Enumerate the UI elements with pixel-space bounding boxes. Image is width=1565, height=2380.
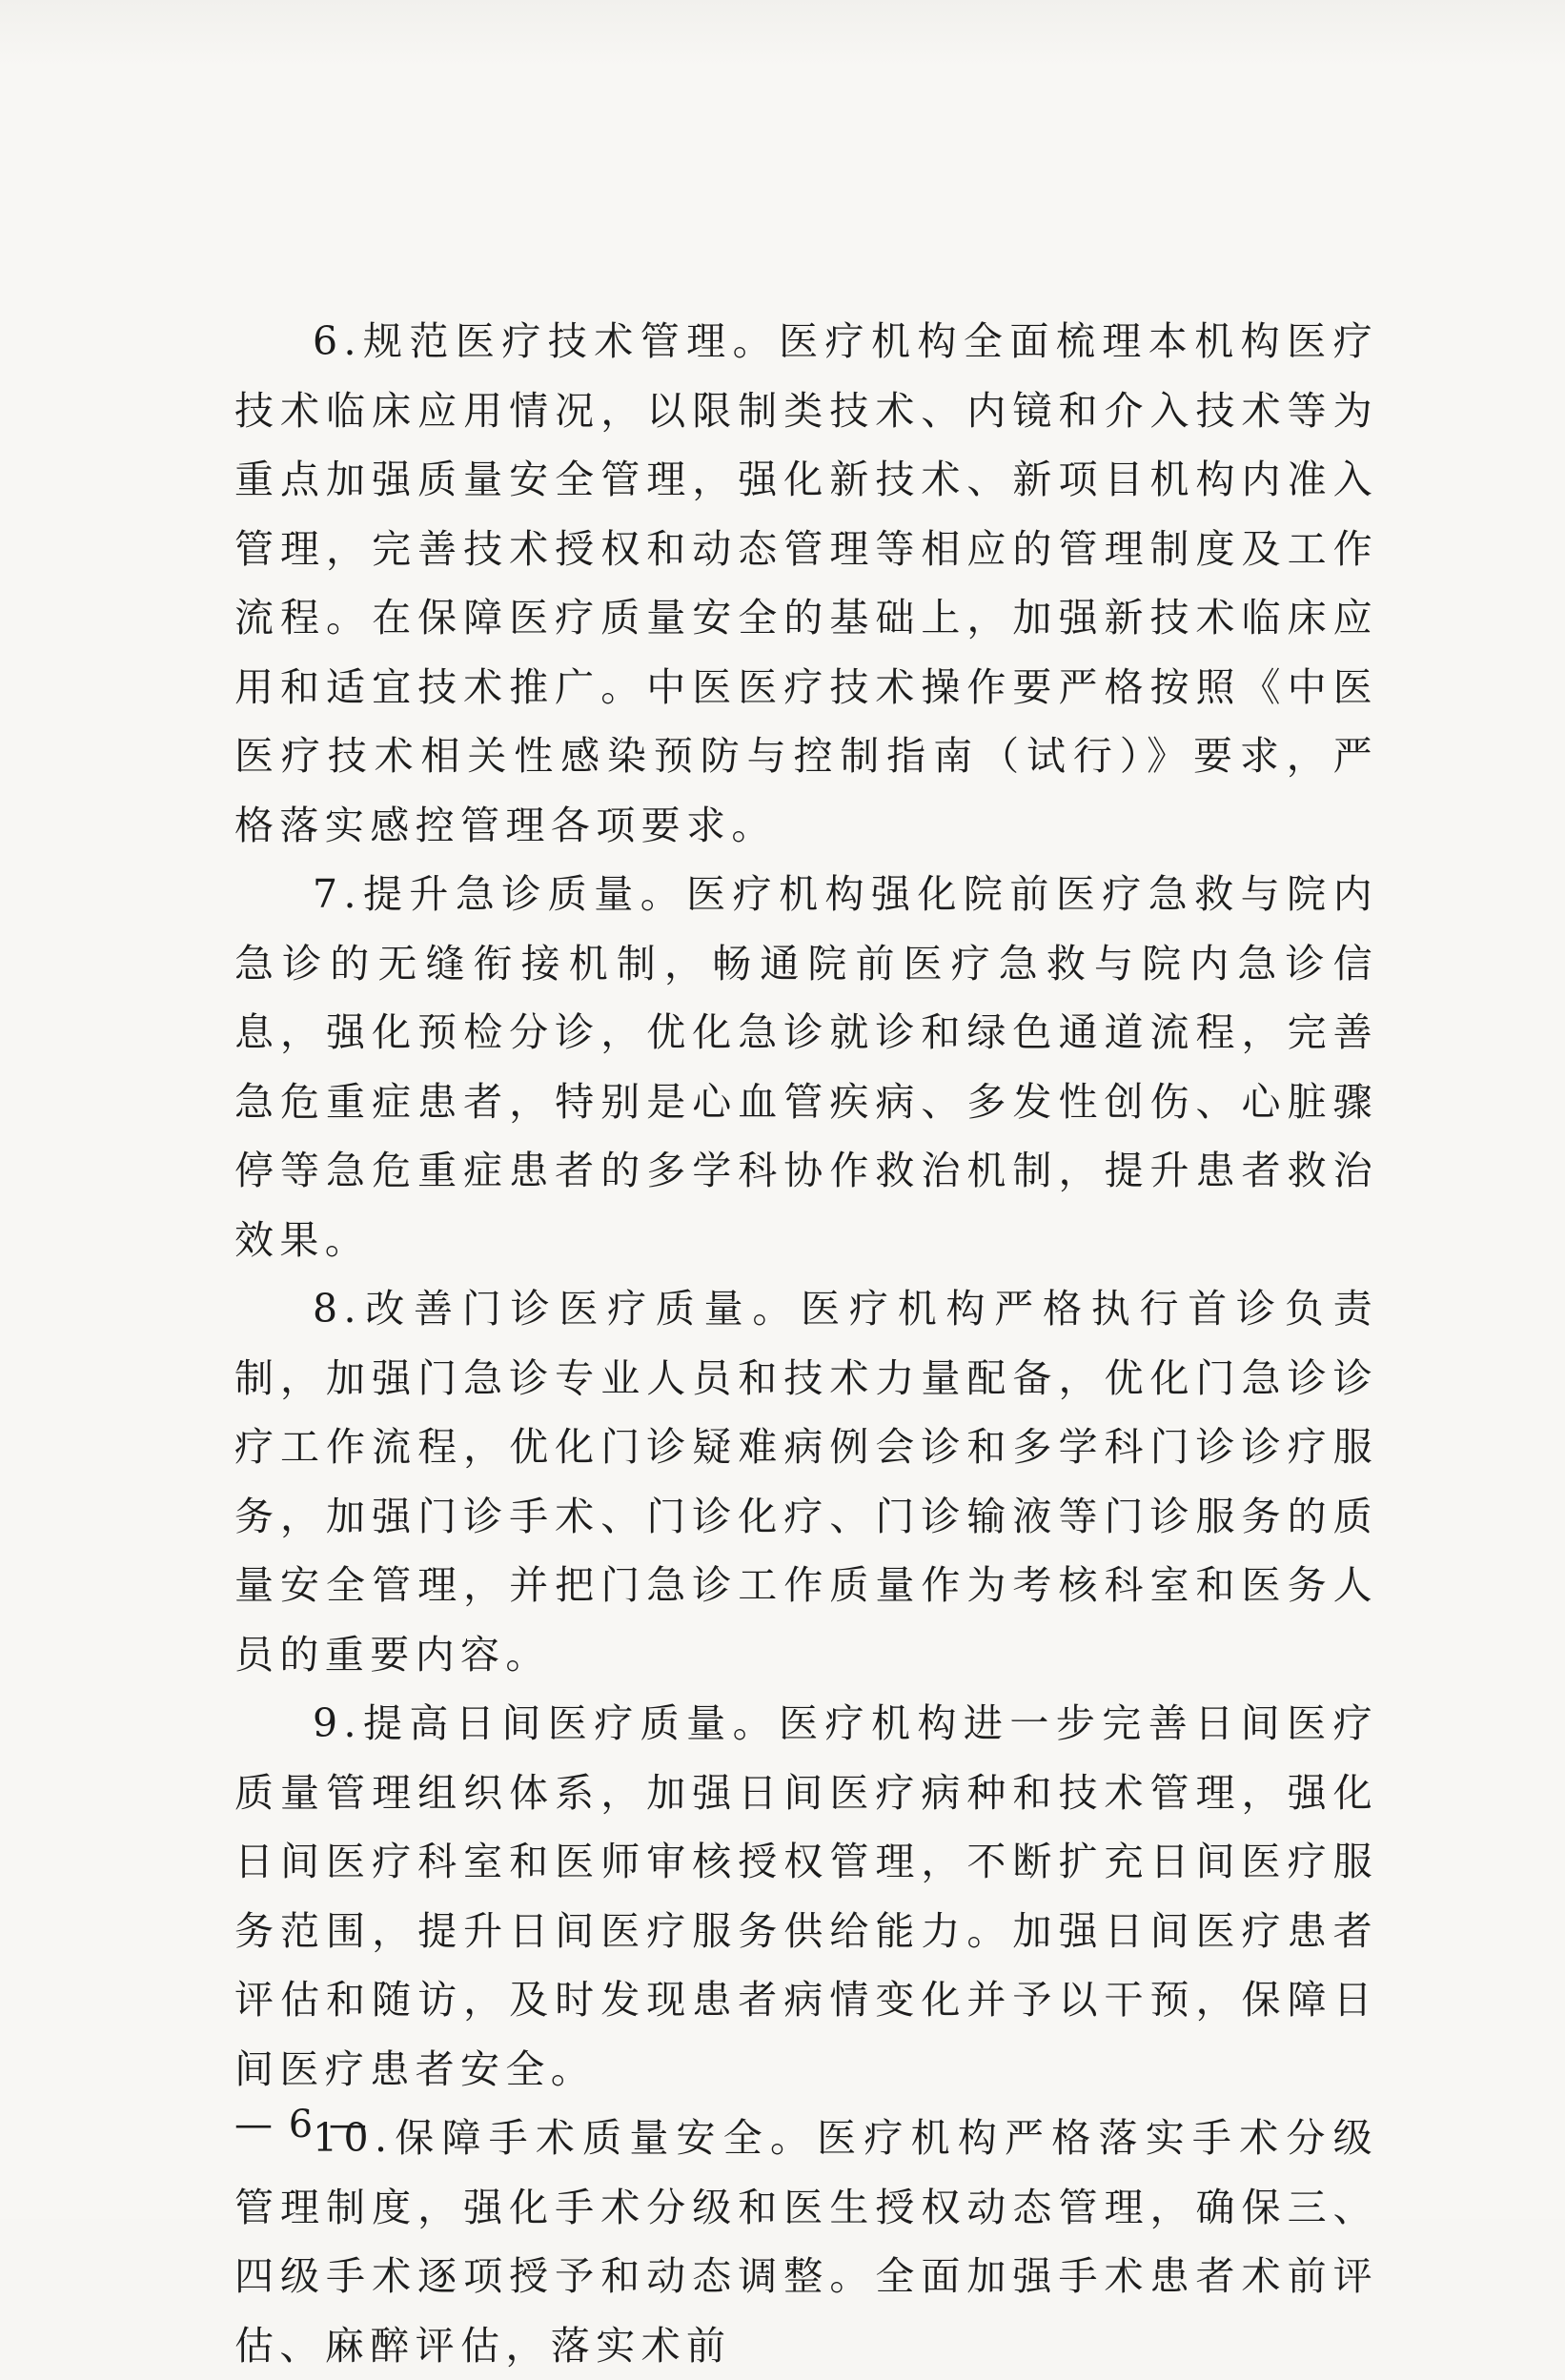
paragraph-6-medical-technology: 6.规范医疗技术管理。医疗机构全面梳理本机构医疗技术临床应用情况，以限制类技术、内镜和介入技术等为重点加强质量安全管理，强化新技术、新项目机构内准入管理，完善技术授权和动态管理等相应的管理制度及工作流程。在保障医疗质量安全的基础上，加强新技术临床应用和适宜技术推广。中医医疗技术操作要严格按照《中医医疗技术相关性感染预防与控制指南（试行）》要求，严格落实感控管理各项要求。 [234, 318, 1378, 848]
scan-edge-shading [0, 0, 1565, 67]
paragraph-10-surgery-safety: 10.保障手术质量安全。医疗机构严格落实手术分级管理制度，强化手术分级和医生授权动态管理，确保三、四级手术逐项授予和动态调整。全面加强手术患者术前评估、麻醉评估，落实术前 [234, 2115, 1378, 2369]
paragraph-7-emergency-quality: 7.提升急诊质量。医疗机构强化院前医疗急救与院内急诊的无缝衔接机制，畅通院前医疗急救与院内急诊信息，强化预检分诊，优化急诊就诊和绿色通道流程，完善急危重症患者，特别是心血管疾病、多发性创伤、心脏骤停等急危重症患者的多学科协作救治机制，提升患者救治效果。 [234, 871, 1378, 1263]
document-body [234, 307, 1378, 2380]
page-number: — 6 — [234, 2103, 369, 2146]
paragraph-9-day-care-quality: 9.提高日间医疗质量。医疗机构进一步完善日间医疗质量管理组织体系，加强日间医疗病种和技术管理，强化日间医疗科室和医师审核授权管理，不断扩充日间医疗服务范围，提升日间医疗服务供给能力。加强日间医疗患者评估和随访，及时发现患者病情变化并予以干预，保障日间医疗患者安全。 [234, 1700, 1378, 2092]
paragraph-8-outpatient-quality: 8.改善门诊医疗质量。医疗机构严格执行首诊负责制，加强门急诊专业人员和技术力量配备，优化门急诊诊疗工作流程，优化门诊疑难病例会诊和多学科门诊诊疗服务，加强门诊手术、门诊化疗、门诊输液等门诊服务的质量安全管理，并把门急诊工作质量作为考核科室和医务人员的重要内容。 [234, 1286, 1378, 1678]
